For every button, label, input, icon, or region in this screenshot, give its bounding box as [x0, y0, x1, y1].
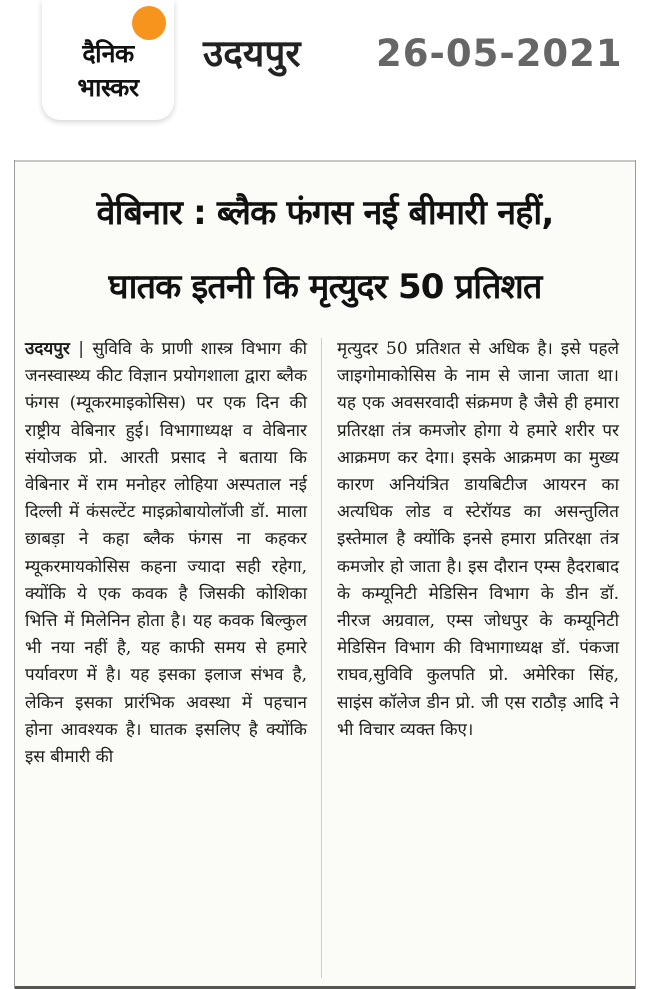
column-divider	[321, 338, 322, 978]
sun-logo-icon	[132, 6, 166, 40]
edition-date: 26-05-2021	[376, 32, 623, 75]
logo-text-line2: भास्कर	[77, 73, 139, 102]
column-right-text: मृत्युदर 50 प्रतिशत से अधिक है। इसे पहले जाइगोमाकोसिस के नाम से जाना जाता था। यह एक अवसरवादी संक्रमण है जैसे ही हमारा प्रतिरक्षा तंत्र कमजोर होगा ये हमारे शरीर पर आक्रमण कर देगा। इसके आक्रमण का मुख्य कारण अनियंत्रित डायबिटीज आयरन का अत्यधिक लोड व स्टेरॉयड का असन्तुलित इस्तेमाल है क्योंकि इनसे हमारा प्रतिरक्षा तंत्र कमजोर हो जाता है। इस दौरान एम्स हैदराबाद के कम्यूनिटी मेडिसिन विभाग के डीन डॉ. नीरज अग्रवाल, एम्स जोधपुर के कम्यूनिटी मेडिसिन विभाग की विभागाध्यक्ष डॉ. पंकजा राघव,सुविवि कुलपति प्रो. अमेरिका सिंह, साइंस कॉलेज डीन प्रो. जी एस राठौड़ आदि ने भी विचार व्यक्त किए।	[337, 339, 619, 740]
logo-text-line1: दैनिक	[82, 39, 134, 68]
headline-line-2: घातक इतनी कि मृत्युदर 50 प्रतिशत	[108, 267, 542, 307]
edition-city: उदयपुर	[203, 32, 301, 75]
newspaper-clipping	[14, 160, 636, 989]
article-column-right	[337, 336, 619, 744]
dateline: उदयपुर	[25, 339, 70, 359]
dainik-bhaskar-logo[interactable]	[42, 0, 174, 120]
top-rule	[15, 160, 635, 162]
headline-line-1: वेबिनार : ब्लैक फंगस नई बीमारी नहीं,	[96, 193, 554, 233]
column-left-text: | सुविवि के प्राणी शास्त्र विभाग की जनस्वास्थ्य कीट विज्ञान प्रयोगशाला द्वारा ब्लैक फंगस (म्यूकरमाइकोसिस) पर एक दिन की राष्ट्रीय वेबिनार हुई। विभागाध्यक्ष व वेबिनार संयोजक प्रो. आरती प्रसाद ने बताया कि वेबिनार में राम मनोहर लोहिया अस्पताल नई दिल्ली में कंसल्टेंट माइक्रोबायोलॉजी डॉ. माला छाबड़ा ने कहा ब्लैक फंगस ना कहकर म्यूकरमायकोसिस कहना ज्यादा सही रहेगा, क्योंकि ये एक कवक है जिसकी कोशिका भित्ति में मिलेनिन होता है। यह कवक बिल्कुल भी नया नहीं है, यह काफी समय से हमारे पर्यावरण में है। यह इसका इलाज संभव है, लेकिन इसका प्रारंभिक अवस्था में पहचान होना आवश्यक है। घातक इसलिए है क्योंकि इस बीमारी की	[25, 339, 307, 768]
article-column-left	[25, 336, 307, 771]
